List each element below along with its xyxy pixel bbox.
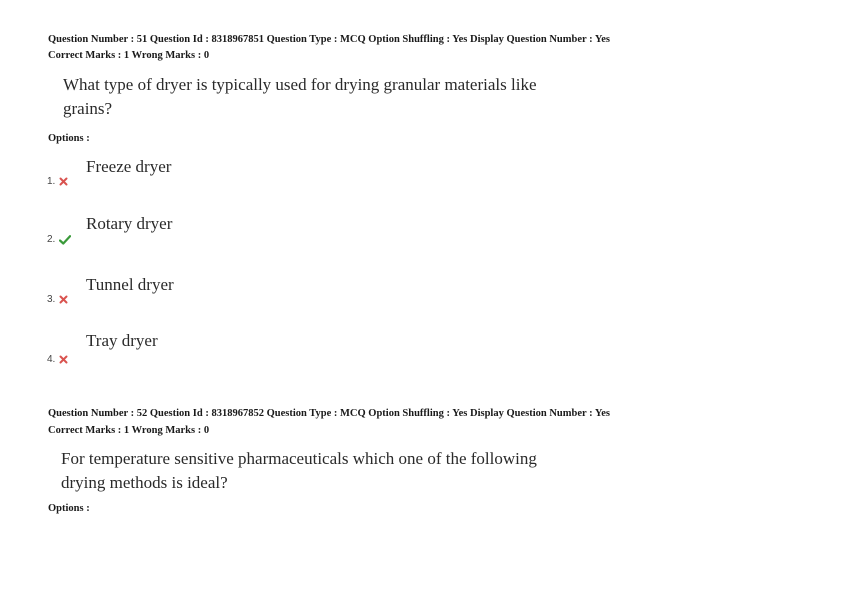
q52-options-label: Options :: [48, 503, 90, 514]
option-number: 2.: [47, 234, 56, 245]
q51-question-text: [63, 73, 623, 121]
q51-question-line1: What type of dryer is typically used for drying granular materials like: [63, 75, 537, 94]
q51-question-line2: grains?: [63, 99, 113, 118]
q52-question-line1: For temperature sensitive pharmaceuticals which one of the following: [61, 449, 537, 468]
q51-option-3-text: Tunnel dryer: [86, 275, 174, 294]
q51-option-4-number: [47, 354, 68, 365]
option-number: 4.: [47, 354, 56, 365]
q51-options-label: Options :: [48, 133, 90, 144]
option-number: 1.: [47, 176, 56, 187]
q52-question-line2: drying methods is ideal?: [61, 473, 228, 492]
q51-meta-line2: Correct Marks : 1 Wrong Marks : 0: [48, 50, 210, 61]
q52-question-text: [61, 447, 621, 495]
q51-option-1-number: [47, 176, 68, 187]
q51-option-4-text: Tray dryer: [86, 331, 158, 350]
q52-meta-line2: Correct Marks : 1 Wrong Marks : 0: [48, 425, 210, 436]
q51-option-3-number: [47, 294, 68, 305]
q51-option-1-text: Freeze dryer: [86, 157, 172, 176]
q51-option-2-text: Rotary dryer: [86, 214, 173, 233]
cross-icon: [59, 177, 68, 186]
q51-meta-line1: Question Number : 51 Question Id : 8318967851 Question Type : MCQ Option Shuffling : Yes Display Question Number : Yes: [48, 34, 611, 45]
cross-icon: [59, 355, 68, 364]
cross-icon: [59, 295, 68, 304]
check-icon: [59, 235, 71, 245]
q52-meta-line1: Question Number : 52 Question Id : 8318967852 Question Type : MCQ Option Shuffling : Yes Display Question Number : Yes: [48, 408, 611, 419]
option-number: 3.: [47, 294, 56, 305]
q51-option-2-number: [47, 234, 71, 245]
